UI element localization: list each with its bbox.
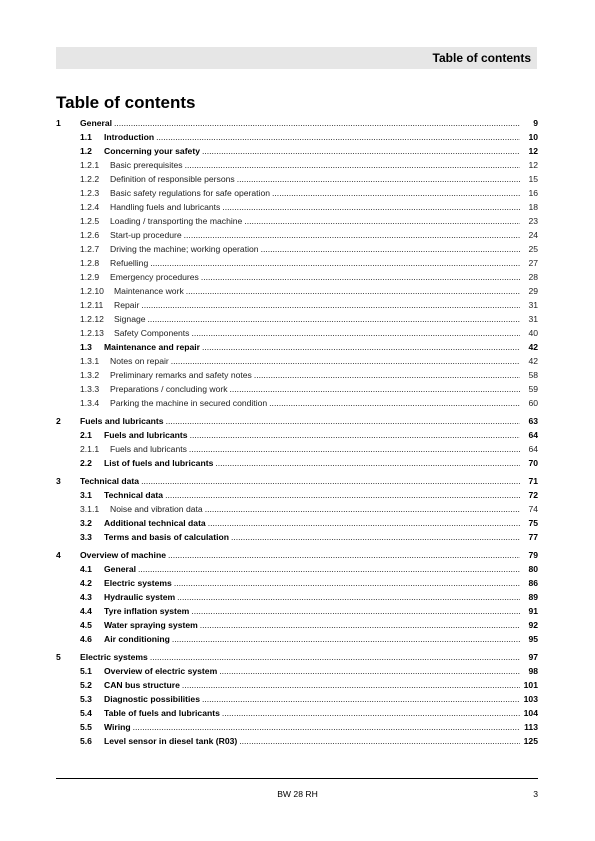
toc-entry-number: 1.2.4	[80, 202, 100, 212]
toc-dot-leader	[172, 632, 520, 646]
toc-entry[interactable]	[56, 354, 538, 368]
toc-entry-title: Water spraying system	[104, 620, 198, 630]
toc-entry[interactable]	[56, 604, 538, 618]
toc-entry-page: 42	[528, 342, 538, 352]
toc-entry[interactable]	[56, 562, 538, 576]
toc-entry-title: Safety Components	[114, 328, 190, 338]
toc-entry-page: 79	[528, 550, 538, 560]
toc-entry-number: 2	[56, 416, 61, 426]
toc-dot-leader	[239, 734, 520, 748]
toc-entry[interactable]	[56, 130, 538, 144]
toc-entry-page: 59	[528, 384, 538, 394]
toc-dot-leader	[177, 590, 520, 604]
toc-entry[interactable]	[56, 650, 538, 664]
toc-entry[interactable]	[56, 590, 538, 604]
toc-entry[interactable]	[56, 692, 538, 706]
toc-entry-number: 1.2.6	[80, 230, 100, 240]
toc-entry-title: Repair	[114, 300, 140, 310]
toc-entry-number: 4.1	[80, 564, 92, 574]
table-of-contents	[56, 116, 538, 748]
toc-dot-leader	[182, 678, 520, 692]
toc-entry-title: Level sensor in diesel tank (R03)	[104, 736, 238, 746]
toc-entry-title: List of fuels and lubricants	[104, 458, 214, 468]
running-header-title: Table of contents	[432, 51, 531, 65]
toc-entry-number: 5.4	[80, 708, 92, 718]
toc-entry-page: 80	[528, 564, 538, 574]
toc-entry-number: 1.2	[80, 146, 92, 156]
toc-entry[interactable]	[56, 228, 538, 242]
toc-entry-title: Signage	[114, 314, 146, 324]
toc-entry-number: 1.1	[80, 132, 92, 142]
toc-entry-page: 72	[528, 490, 538, 500]
toc-dot-leader	[215, 456, 520, 470]
toc-entry[interactable]	[56, 428, 538, 442]
toc-entry-title: Terms and basis of calculation	[104, 532, 229, 542]
toc-dot-leader	[191, 326, 520, 340]
toc-entry[interactable]	[56, 632, 538, 646]
toc-entry-number: 4	[56, 550, 61, 560]
toc-dot-leader	[150, 650, 520, 664]
toc-dot-leader	[174, 576, 520, 590]
toc-entry-title: Start-up procedure	[110, 230, 182, 240]
toc-entry-title: Overview of machine	[80, 550, 166, 560]
toc-entry-number: 2.1	[80, 430, 92, 440]
toc-entry[interactable]	[56, 312, 538, 326]
toc-entry-title: Noise and vibration data	[110, 504, 203, 514]
footer-page-number: 3	[533, 789, 538, 799]
toc-entry-number: 1.2.10	[80, 286, 104, 296]
toc-entry[interactable]	[56, 256, 538, 270]
toc-entry-number: 1.3.3	[80, 384, 100, 394]
toc-entry-page: 60	[528, 398, 538, 408]
toc-entry-page: 70	[528, 458, 538, 468]
toc-entry-number: 1.2.7	[80, 244, 100, 254]
toc-entry[interactable]	[56, 734, 538, 748]
toc-entry-number: 5.1	[80, 666, 92, 676]
toc-entry-page: 10	[528, 132, 538, 142]
toc-entry[interactable]	[56, 442, 538, 456]
toc-dot-leader	[230, 382, 520, 396]
toc-entry-number: 1.2.13	[80, 328, 104, 338]
toc-entry-title: Definition of responsible persons	[110, 174, 235, 184]
toc-dot-leader	[148, 312, 520, 326]
toc-entry-number: 1.2.3	[80, 188, 100, 198]
toc-entry[interactable]	[56, 548, 538, 562]
toc-entry-number: 1.2.2	[80, 174, 100, 184]
toc-dot-leader	[202, 144, 520, 158]
toc-entry-page: 91	[528, 606, 538, 616]
toc-entry-page: 101	[523, 680, 538, 690]
toc-dot-leader	[200, 618, 520, 632]
toc-entry-number: 5.2	[80, 680, 92, 690]
toc-entry[interactable]	[56, 706, 538, 720]
toc-entry-title: CAN bus structure	[104, 680, 180, 690]
toc-dot-leader	[150, 256, 520, 270]
toc-entry[interactable]	[56, 516, 538, 530]
toc-entry-page: 113	[524, 722, 538, 732]
toc-entry-page: 74	[528, 504, 538, 514]
toc-entry-number: 4.5	[80, 620, 92, 630]
toc-entry-number: 5	[56, 652, 61, 662]
toc-dot-leader	[184, 228, 520, 242]
toc-entry-number: 1.2.5	[80, 216, 100, 226]
toc-entry-number: 1.2.8	[80, 258, 100, 268]
toc-entry[interactable]	[56, 618, 538, 632]
toc-entry[interactable]	[56, 396, 538, 410]
toc-entry-title: Preparations / concluding work	[110, 384, 228, 394]
toc-entry-title: Wiring	[104, 722, 131, 732]
toc-dot-leader	[202, 340, 520, 354]
toc-entry-number: 5.5	[80, 722, 92, 732]
toc-entry-title: Preliminary remarks and safety notes	[110, 370, 252, 380]
toc-entry[interactable]	[56, 678, 538, 692]
toc-entry[interactable]	[56, 474, 538, 488]
toc-dot-leader	[254, 368, 520, 382]
toc-entry-title: Introduction	[104, 132, 155, 142]
toc-dot-leader	[222, 200, 520, 214]
toc-entry[interactable]	[56, 488, 538, 502]
toc-entry-title: Loading / transporting the machine	[110, 216, 243, 226]
toc-entry-title: General	[104, 564, 137, 574]
footer-divider	[56, 778, 538, 779]
toc-entry-number: 3.2	[80, 518, 92, 528]
toc-entry[interactable]	[56, 186, 538, 200]
toc-entry[interactable]	[56, 576, 538, 590]
toc-entry[interactable]	[56, 200, 538, 214]
toc-entry-page: 31	[528, 314, 538, 324]
toc-entry[interactable]	[56, 270, 538, 284]
toc-entry-title: Maintenance work	[114, 286, 184, 296]
toc-entry-number: 2.1.1	[80, 444, 100, 454]
toc-entry-page: 16	[528, 188, 538, 198]
toc-entry-number: 1.2.9	[80, 272, 100, 282]
toc-entry-page: 125	[523, 736, 538, 746]
toc-dot-leader	[272, 186, 520, 200]
toc-entry-page: 40	[528, 328, 538, 338]
toc-entry-number: 4.2	[80, 578, 92, 588]
toc-entry-page: 86	[528, 578, 538, 588]
toc-entry-page: 25	[528, 244, 538, 254]
toc-entry-title: Fuels and lubricants	[104, 430, 188, 440]
toc-entry-number: 5.6	[80, 736, 92, 746]
toc-entry-number: 3.1.1	[80, 504, 100, 514]
toc-entry-title: Parking the machine in secured condition	[110, 398, 268, 408]
toc-entry-page: 23	[528, 216, 538, 226]
toc-entry[interactable]	[56, 144, 538, 158]
toc-entry-title: Technical data	[80, 476, 140, 486]
toc-entry-page: 104	[523, 708, 538, 718]
toc-entry-page: 15	[528, 174, 538, 184]
toc-entry-page: 95	[528, 634, 538, 644]
toc-entry-page: 75	[528, 518, 538, 528]
toc-dot-leader	[222, 706, 520, 720]
toc-dot-leader	[208, 516, 520, 530]
toc-dot-leader	[133, 720, 520, 734]
toc-entry[interactable]	[56, 368, 538, 382]
toc-entry-number: 2.2	[80, 458, 92, 468]
toc-entry-number: 1.2.1	[80, 160, 100, 170]
toc-entry-number: 1.3.4	[80, 398, 100, 408]
toc-entry-title: Tyre inflation system	[104, 606, 190, 616]
toc-dot-leader	[244, 214, 520, 228]
toc-entry-page: 42	[528, 356, 538, 366]
toc-entry[interactable]	[56, 414, 538, 428]
toc-entry-title: General	[80, 118, 113, 128]
toc-entry[interactable]	[56, 242, 538, 256]
toc-entry-title: Additional technical data	[104, 518, 206, 528]
toc-entry-title: Electric systems	[80, 652, 148, 662]
toc-dot-leader	[114, 116, 520, 130]
toc-entry-number: 3	[56, 476, 61, 486]
toc-dot-leader	[166, 414, 520, 428]
toc-entry-page: 103	[523, 694, 538, 704]
toc-dot-leader	[156, 130, 520, 144]
toc-entry[interactable]	[56, 158, 538, 172]
toc-entry-number: 4.4	[80, 606, 92, 616]
toc-entry-page: 24	[528, 230, 538, 240]
toc-dot-leader	[231, 530, 520, 544]
running-header	[56, 47, 537, 69]
toc-entry-number: 1.2.11	[80, 300, 104, 310]
toc-entry-title: Concerning your safety	[104, 146, 200, 156]
toc-entry-title: Fuels and lubricants	[110, 444, 187, 454]
toc-entry[interactable]	[56, 172, 538, 186]
toc-dot-leader	[191, 604, 520, 618]
toc-dot-leader	[201, 270, 520, 284]
toc-dot-leader	[219, 664, 520, 678]
toc-entry-title: Handling fuels and lubricants	[110, 202, 221, 212]
toc-entry-page: 27	[528, 258, 538, 268]
toc-entry-page: 12	[528, 146, 538, 156]
toc-entry[interactable]	[56, 720, 538, 734]
toc-dot-leader	[190, 428, 520, 442]
toc-entry-title: Driving the machine; working operation	[110, 244, 259, 254]
toc-dot-leader	[138, 562, 520, 576]
toc-entry[interactable]	[56, 214, 538, 228]
toc-entry-title: Basic safety regulations for safe operation	[110, 188, 271, 198]
page-title: Table of contents	[56, 93, 196, 112]
toc-entry-title: Refuelling	[110, 258, 149, 268]
toc-entry-number: 4.3	[80, 592, 92, 602]
toc-entry-title: Fuels and lubricants	[80, 416, 164, 426]
toc-entry-title: Basic prerequisites	[110, 160, 183, 170]
toc-dot-leader	[237, 172, 520, 186]
toc-dot-leader	[186, 284, 520, 298]
toc-entry[interactable]	[56, 340, 538, 354]
toc-entry-title: Emergency procedures	[110, 272, 199, 282]
toc-entry-number: 1.3.1	[80, 356, 100, 366]
toc-entry-page: 71	[528, 476, 538, 486]
toc-entry[interactable]	[56, 284, 538, 298]
toc-dot-leader	[141, 474, 520, 488]
toc-dot-leader	[261, 242, 520, 256]
toc-entry[interactable]	[56, 502, 538, 516]
toc-entry-number: 1.3.2	[80, 370, 100, 380]
toc-entry[interactable]	[56, 664, 538, 678]
toc-entry-page: 28	[528, 272, 538, 282]
toc-entry-title: Notes on repair	[110, 356, 169, 366]
toc-entry-page: 58	[528, 370, 538, 380]
toc-entry-title: Hydraulic system	[104, 592, 176, 602]
toc-dot-leader	[171, 354, 520, 368]
toc-entry-number: 1	[56, 118, 61, 128]
toc-dot-leader	[168, 548, 520, 562]
toc-dot-leader	[205, 502, 520, 516]
toc-entry-title: Table of fuels and lubricants	[104, 708, 220, 718]
toc-entry-page: 63	[528, 416, 538, 426]
toc-entry-number: 1.3	[80, 342, 92, 352]
toc-entry-number: 3.3	[80, 532, 92, 542]
toc-entry-title: Technical data	[104, 490, 164, 500]
toc-entry-title: Electric systems	[104, 578, 172, 588]
toc-entry-page: 97	[528, 652, 538, 662]
toc-entry-page: 18	[528, 202, 538, 212]
toc-entry-title: Maintenance and repair	[104, 342, 200, 352]
toc-entry-page: 29	[528, 286, 538, 296]
toc-entry-page: 89	[528, 592, 538, 602]
toc-entry-page: 12	[528, 160, 538, 170]
footer-document-title: BW 28 RH	[277, 789, 318, 799]
toc-entry-page: 9	[533, 118, 538, 128]
toc-entry[interactable]	[56, 116, 538, 130]
toc-entry-page: 64	[528, 430, 538, 440]
toc-dot-leader	[189, 442, 520, 456]
toc-entry[interactable]	[56, 530, 538, 544]
toc-entry[interactable]	[56, 298, 538, 312]
toc-entry-number: 1.2.12	[80, 314, 104, 324]
toc-entry-number: 3.1	[80, 490, 92, 500]
toc-entry[interactable]	[56, 382, 538, 396]
toc-entry-number: 5.3	[80, 694, 92, 704]
toc-dot-leader	[269, 396, 520, 410]
toc-entry-title: Diagnostic possibilities	[104, 694, 200, 704]
toc-entry-page: 92	[528, 620, 538, 630]
toc-entry-page: 77	[528, 532, 538, 542]
toc-entry-page: 64	[528, 444, 538, 454]
toc-entry-page: 31	[528, 300, 538, 310]
toc-entry-title: Overview of electric system	[104, 666, 218, 676]
toc-dot-leader	[141, 298, 520, 312]
toc-dot-leader	[202, 692, 520, 706]
toc-dot-leader	[165, 488, 520, 502]
toc-entry[interactable]	[56, 326, 538, 340]
toc-entry[interactable]	[56, 456, 538, 470]
toc-entry-number: 4.6	[80, 634, 92, 644]
toc-entry-title: Air conditioning	[104, 634, 170, 644]
toc-entry-page: 98	[528, 666, 538, 676]
toc-dot-leader	[185, 158, 520, 172]
